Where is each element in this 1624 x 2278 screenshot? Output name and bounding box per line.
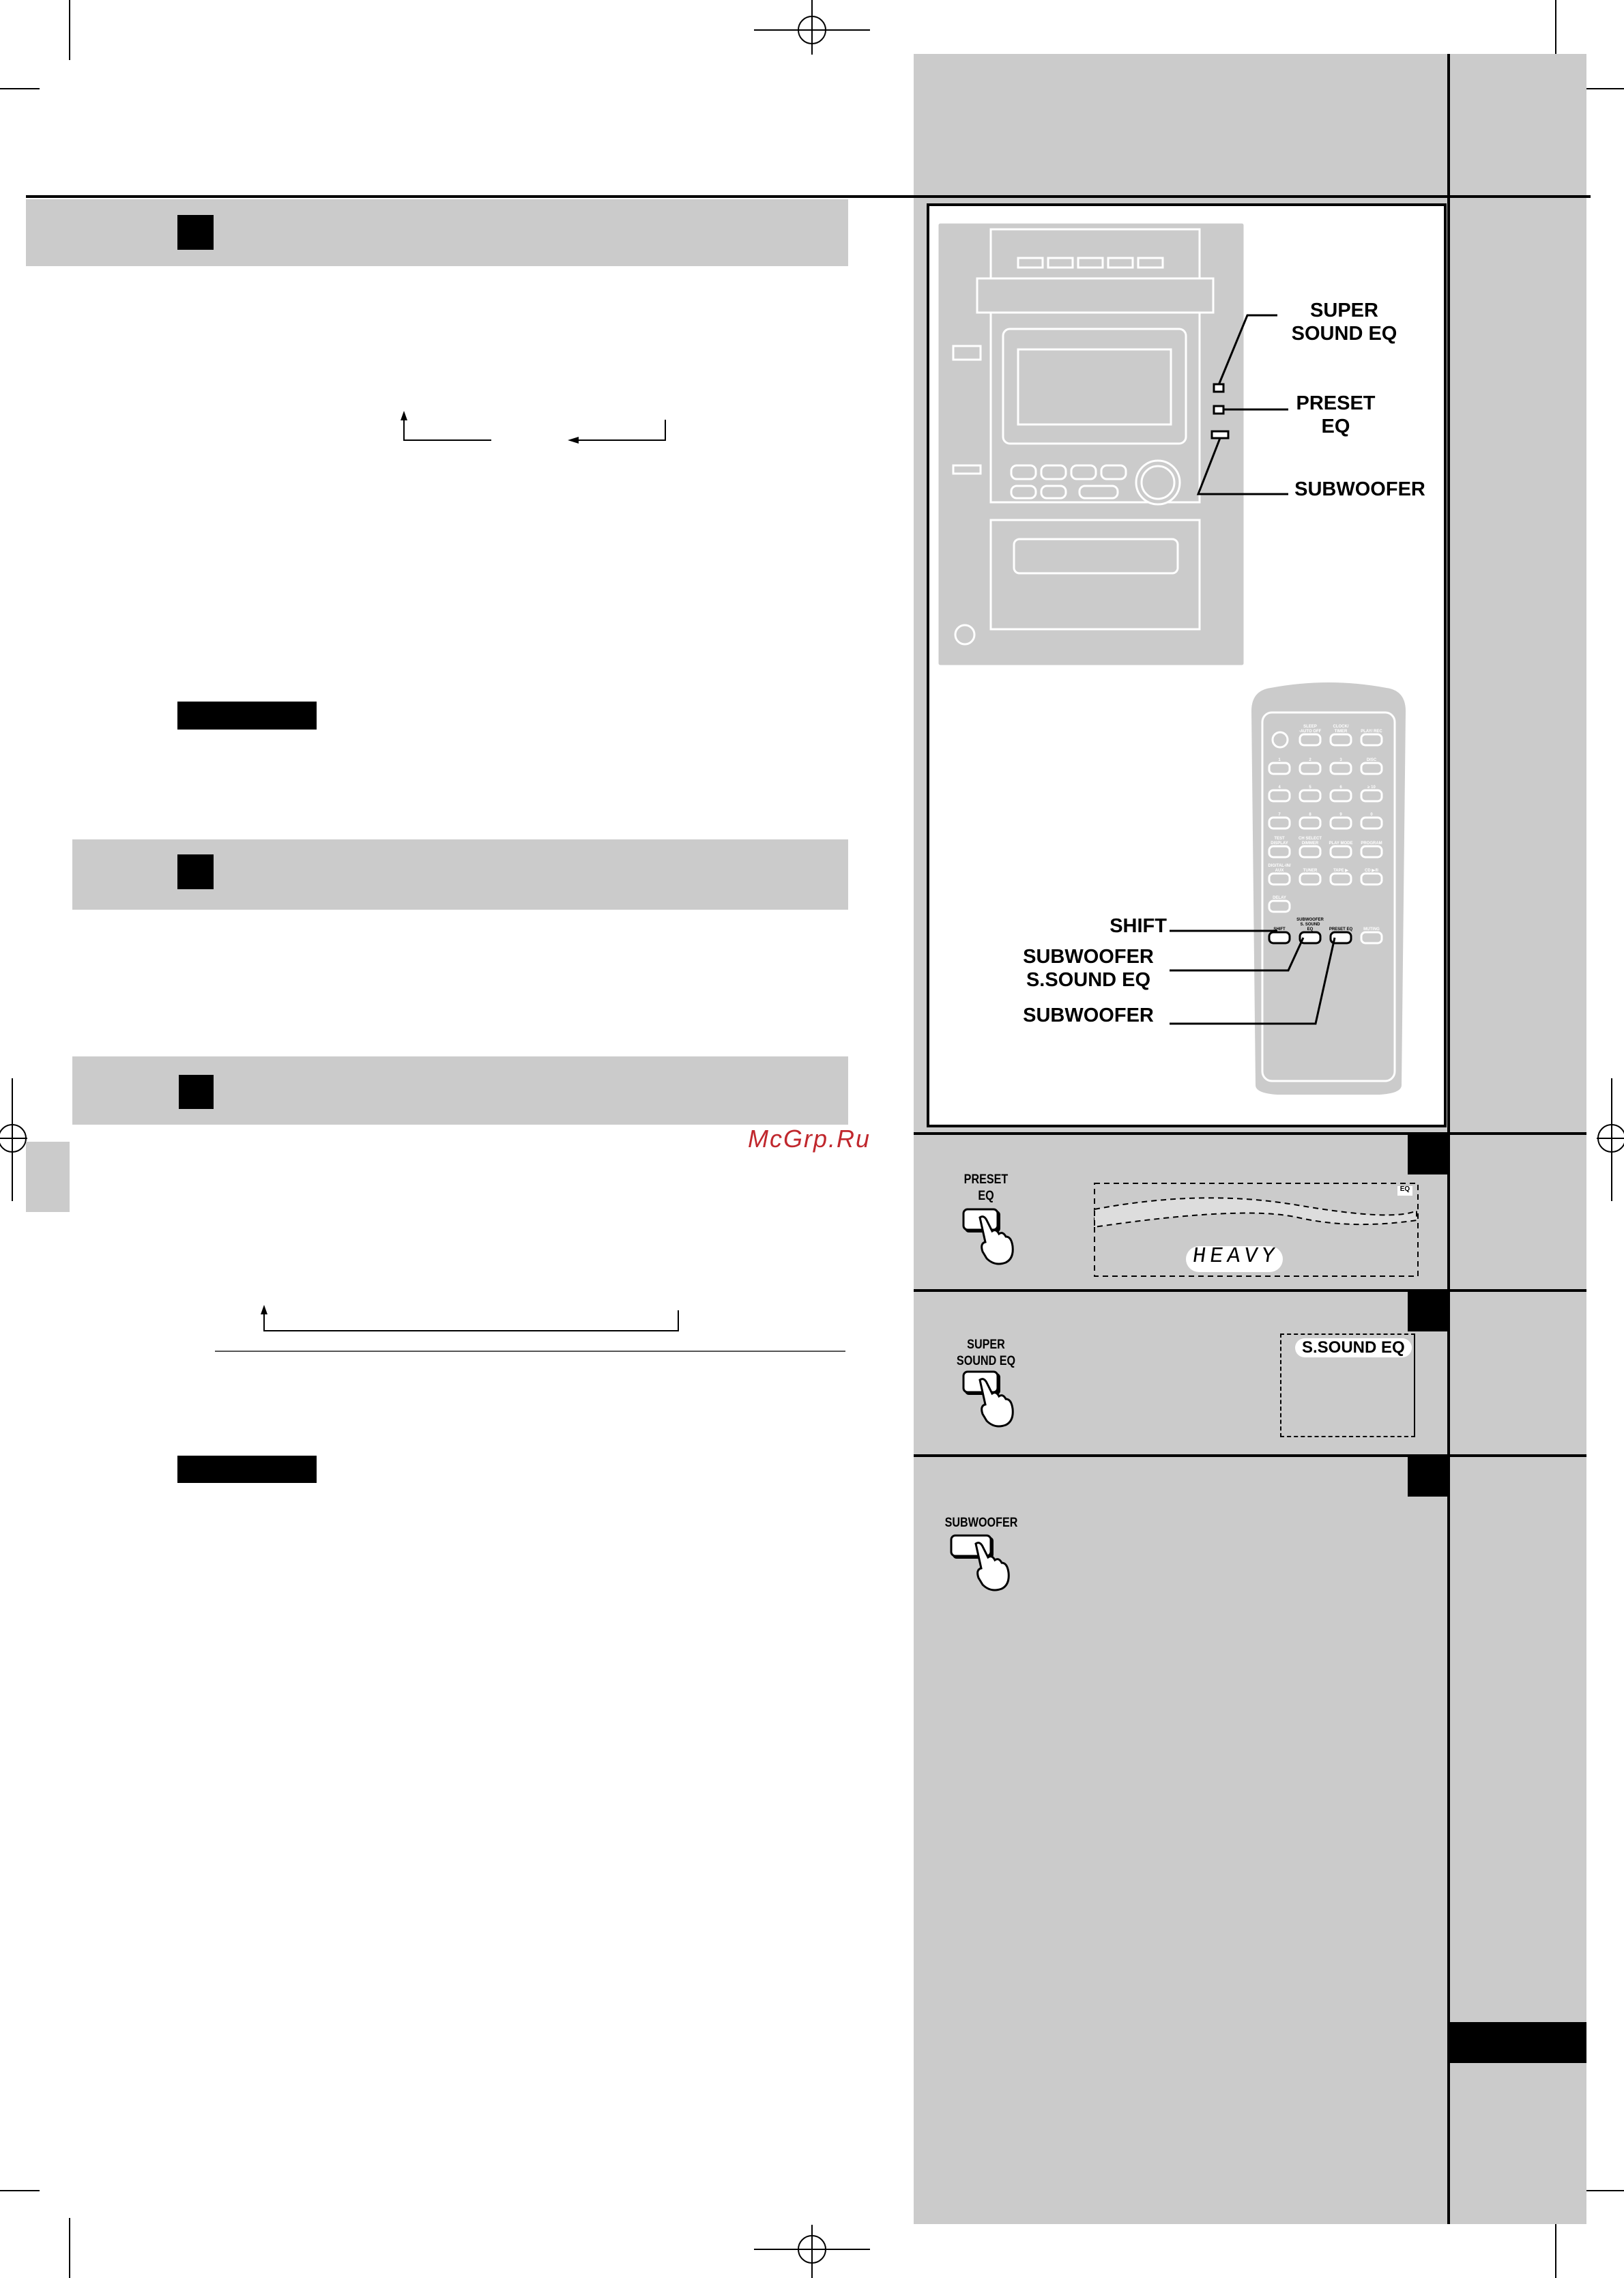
- label-super-sound-eq: SUPER SOUND EQ: [1291, 300, 1397, 345]
- remote-button-label: 9: [1339, 813, 1342, 817]
- top-rule: [26, 195, 1591, 198]
- remote-button: [1269, 932, 1290, 943]
- remote-button-label: SHIFT: [1273, 927, 1286, 932]
- section-marker-1: [177, 215, 214, 250]
- remote-button: [1331, 818, 1351, 828]
- section-marker-3: [179, 1075, 214, 1109]
- remote-button: [1361, 874, 1382, 884]
- step-marker-3: [1408, 1456, 1449, 1497]
- remote-button-label: 7: [1278, 813, 1281, 817]
- remote-button: [1361, 790, 1382, 801]
- step2-button-label: SUPER SOUND EQ: [956, 1338, 1016, 1368]
- label-shift: SHIFT: [1110, 915, 1167, 937]
- divider-line: [215, 1351, 845, 1352]
- remote-button-label: 4: [1278, 785, 1281, 790]
- note-label-bar-2: [177, 1456, 317, 1483]
- watermark: McGrp.Ru: [748, 1125, 871, 1153]
- remote-button: [1361, 818, 1382, 828]
- remote-button-label: 2: [1309, 758, 1311, 762]
- label-subwoofer-unit: SUBWOOFER: [1294, 478, 1425, 500]
- step-marker-1: [1408, 1134, 1449, 1174]
- note-label-bar-1: [177, 702, 317, 730]
- remote-button-label: DELAY: [1273, 896, 1286, 900]
- section-header-1: [26, 199, 848, 266]
- step-divider-3: [914, 1454, 1586, 1457]
- remote-button: [1300, 846, 1320, 857]
- remote-button-label: PROGRAM: [1361, 841, 1382, 846]
- remote-button-label: ≥ 10: [1367, 785, 1376, 790]
- remote-button-label: 5: [1309, 785, 1311, 790]
- label-preset-eq: PRESET EQ: [1296, 392, 1376, 437]
- remote-button-label: PRESET EQ: [1329, 927, 1353, 932]
- remote-button: [1361, 932, 1382, 943]
- remote-control-illustration: [1170, 682, 1406, 1095]
- remote-button-label: TAPE ▶: [1333, 869, 1348, 873]
- remote-button-label: 8: [1309, 813, 1311, 817]
- remote-button: [1300, 818, 1320, 828]
- super-sound-eq-button-press[interactable]: [962, 1370, 1037, 1439]
- remote-button: [1300, 874, 1320, 884]
- remote-button: [1361, 846, 1382, 857]
- step1-button-label: PRESET EQ: [963, 1172, 1009, 1203]
- side-tab: [26, 1142, 70, 1212]
- preset-eq-button-press[interactable]: [962, 1208, 1037, 1276]
- remote-button-label: PLAY MODE: [1329, 841, 1353, 846]
- section-marker-2: [177, 854, 214, 889]
- remote-button: [1269, 763, 1290, 774]
- step-divider-2: [914, 1289, 1586, 1292]
- remote-button-label: 1: [1278, 758, 1281, 762]
- remote-button: [1331, 790, 1351, 801]
- step3-button-label: SUBWOOFER: [944, 1516, 1018, 1530]
- remote-button: [1361, 734, 1382, 745]
- step-divider-1: [914, 1132, 1586, 1135]
- remote-button: [1300, 790, 1320, 801]
- remote-button: [1269, 790, 1290, 801]
- remote-button-label: SUBWOOFER S. SOUND EQ: [1296, 918, 1324, 932]
- eq-indicator: EQ: [1400, 1185, 1410, 1193]
- subwoofer-button-press[interactable]: [950, 1534, 1039, 1602]
- remote-button-label: 3: [1339, 758, 1342, 762]
- label-subwoofer-remote: SUBWOOFER: [1023, 1005, 1154, 1026]
- remote-button: [1269, 901, 1290, 912]
- remote-button-label: CD ▶/II: [1365, 869, 1378, 873]
- remote-button-label: 6: [1339, 785, 1342, 790]
- remote-button-label: CH SELECT DIMMER: [1298, 837, 1322, 846]
- label-subwoofer-ssound-eq: SUBWOOFER S.SOUND EQ: [1023, 946, 1154, 991]
- remote-button-label: SLEEP -AUTO OFF: [1299, 725, 1322, 734]
- remote-button: [1331, 874, 1351, 884]
- remote-button: [1331, 734, 1351, 745]
- remote-button: [1361, 763, 1382, 774]
- remote-button-label: PLAY/ REC: [1361, 730, 1382, 734]
- remote-button: [1331, 846, 1351, 857]
- remote-button-label: DISC: [1366, 758, 1377, 762]
- cycle-arrow-diagram-2: [252, 1303, 689, 1338]
- page-tab-block: [1449, 2022, 1586, 2063]
- remote-button: [1269, 874, 1290, 884]
- cycle-arrow-diagram-1: [382, 409, 682, 450]
- remote-button-label: 0: [1370, 813, 1373, 817]
- display-text-ssound-eq: S.SOUND EQ: [1295, 1338, 1412, 1357]
- remote-button-label: TUNER: [1303, 869, 1318, 873]
- step-marker-2: [1408, 1291, 1449, 1331]
- display-text-heavy: HEAVY: [1191, 1243, 1281, 1269]
- remote-button: [1269, 818, 1290, 828]
- remote-button-label: DIGITAL-IN/ AUX: [1268, 864, 1291, 873]
- remote-button-label: TEST DISPLAY: [1271, 837, 1288, 846]
- remote-button-label: CLOCK/ TIMER: [1333, 725, 1349, 734]
- remote-button: [1269, 846, 1290, 857]
- remote-button: [1300, 763, 1320, 774]
- remote-button-label: MUTING: [1363, 927, 1380, 932]
- remote-button: [1300, 734, 1320, 745]
- remote-button: [1331, 763, 1351, 774]
- remote-power-button: [1273, 732, 1288, 747]
